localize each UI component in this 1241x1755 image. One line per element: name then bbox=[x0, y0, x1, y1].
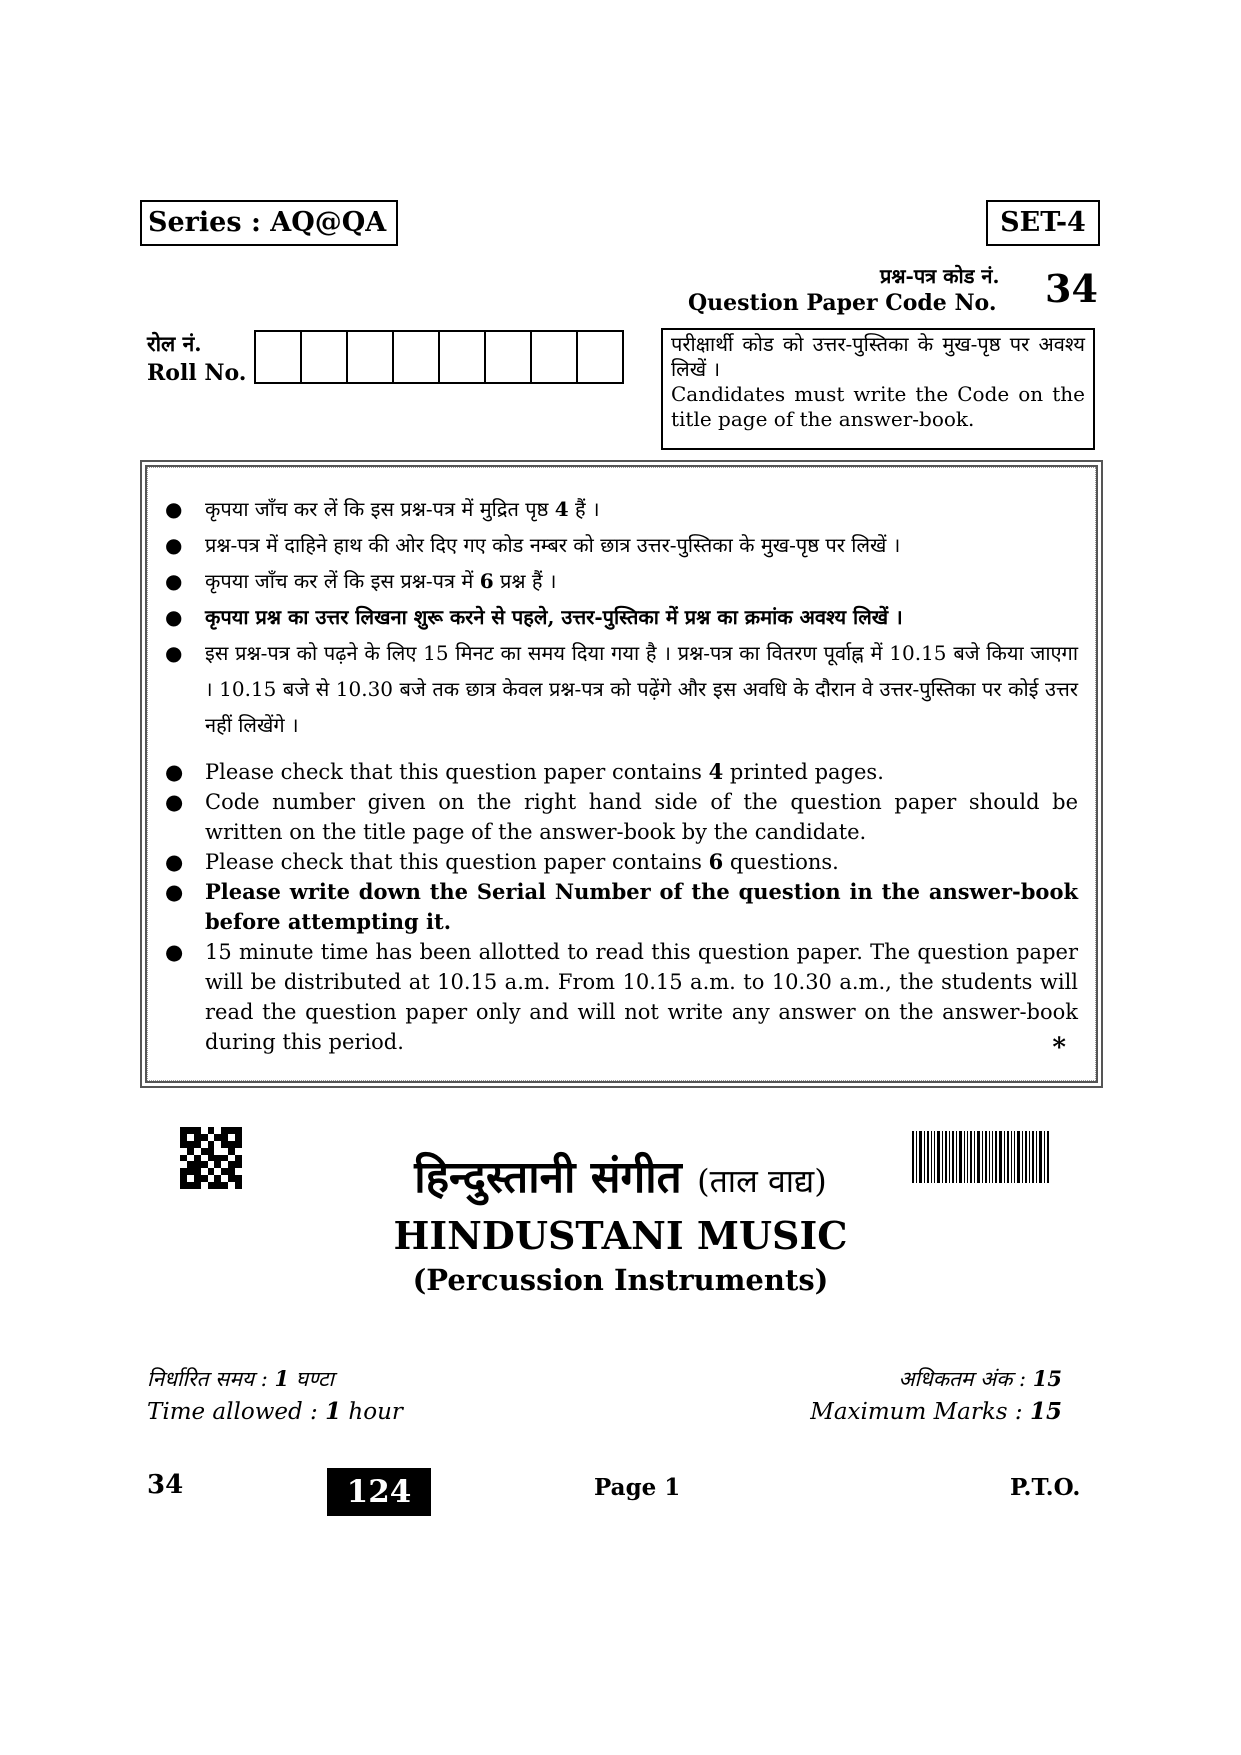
instruction-item: ● प्रश्न-पत्र में दाहिने हाथ की ओर दिए गए कोड नम्बर को छात्र उत्तर-पुस्तिका के मुख-पृष्ठ पर लिखें । bbox=[163, 527, 1078, 563]
instruction-item: ● 15 minute time has been allotted to read this question paper. The question paper will be distributed at 10.15 a.m. From 10.15 a.m. to 10.30 a.m., the students will read the question paper only and will not write any answer on the answer-book during this period. bbox=[163, 937, 1078, 1057]
footer-number-box: 124 bbox=[327, 1468, 431, 1516]
instruction-item: ● Please write down the Serial Number of the question in the answer-book before attempting it. bbox=[165, 879, 1078, 934]
set-label: SET-4 bbox=[986, 200, 1100, 246]
please-turn-over: P.T.O. bbox=[1010, 1474, 1081, 1501]
time-allowed-hindi: निर्धारित समय : 1 घण्टा bbox=[147, 1366, 334, 1391]
candidate-code-note-english: Candidates must write the Code on the title page of the answer-book. bbox=[671, 382, 1085, 431]
candidate-code-note-hindi: परीक्षार्थी कोड को उत्तर-पुस्तिका के मुख-पृष्ठ पर अवश्य लिखें । bbox=[671, 332, 1085, 381]
instruction-item: ● Please check that this question paper contains 6 questions. bbox=[163, 847, 1078, 877]
roll-number-label-hindi: रोल नं. bbox=[147, 331, 202, 356]
bullet-icon: ● bbox=[165, 497, 183, 521]
question-paper-code-number: 34 bbox=[1045, 266, 1098, 311]
roll-number-cell[interactable] bbox=[302, 332, 348, 382]
instructions-hindi-list bbox=[163, 491, 1078, 743]
roll-number-cell[interactable] bbox=[394, 332, 440, 382]
time-allowed: Time allowed : 1 hour bbox=[147, 1398, 403, 1425]
roll-number-cell[interactable] bbox=[256, 332, 302, 382]
question-paper-code-label-hindi: प्रश्न-पत्र कोड नं. bbox=[880, 264, 1000, 288]
roll-number-label: Roll No. bbox=[147, 360, 247, 386]
subject-title: HINDUSTANI MUSIC bbox=[393, 1213, 848, 1258]
instructions-box bbox=[140, 460, 1103, 1088]
question-paper-code-label: Question Paper Code No. bbox=[688, 290, 997, 316]
maximum-marks-hindi: अधिकतम अंक : 15 bbox=[898, 1366, 1062, 1391]
instruction-item: ● Please check that this question paper contains 4 printed pages. bbox=[163, 757, 1078, 787]
series-label: Series : AQ@QA bbox=[140, 200, 398, 246]
instructions-english-list bbox=[163, 757, 1078, 1057]
roll-number-cell[interactable] bbox=[348, 332, 394, 382]
bullet-icon: ● bbox=[165, 605, 183, 629]
instruction-item: ● कृपया जाँच कर लें कि इस प्रश्न-पत्र में 6 प्रश्न हैं । bbox=[163, 563, 1078, 599]
candidate-code-note bbox=[661, 328, 1095, 450]
asterisk-mark: * bbox=[1052, 1033, 1066, 1063]
instruction-item: ● कृपया जाँच कर लें कि इस प्रश्न-पत्र में मुद्रित पृष्ठ 4 हैं । bbox=[163, 491, 1078, 527]
footer-paper-code: 34 bbox=[147, 1470, 184, 1500]
maximum-marks: Maximum Marks : 15 bbox=[810, 1398, 1062, 1425]
bullet-icon: ● bbox=[165, 850, 184, 874]
roll-number-cell[interactable] bbox=[440, 332, 486, 382]
bullet-icon: ● bbox=[165, 940, 184, 964]
bullet-icon: ● bbox=[165, 880, 184, 904]
roll-number-cell[interactable] bbox=[532, 332, 578, 382]
subject-title-hindi: हिन्दुस्तानी संगीत (ताल वाद्य) bbox=[414, 1152, 827, 1203]
instruction-item: ● इस प्रश्न-पत्र को पढ़ने के लिए 15 मिनट का समय दिया गया है । प्रश्न-पत्र का वितरण पूर्वाह्न में 10.15 बजे किया जाएगा । 10.15 बजे से 10.30 बजे तक छात्र केवल प्रश्न-पत्र को पढ़ेंगे और इस अवधि के दौरान वे उत्तर-पुस्तिका पर कोई उत्तर नहीं लिखेंगे । bbox=[163, 635, 1078, 743]
roll-number-cell[interactable] bbox=[578, 332, 624, 382]
bullet-icon: ● bbox=[165, 790, 184, 814]
roll-number-boxes[interactable] bbox=[254, 330, 624, 384]
roll-number-cell[interactable] bbox=[486, 332, 532, 382]
bullet-icon: ● bbox=[165, 569, 183, 593]
page-number: Page 1 bbox=[594, 1474, 681, 1501]
bullet-icon: ● bbox=[165, 533, 183, 557]
bullet-icon: ● bbox=[165, 760, 184, 784]
subject-subtitle: (Percussion Instruments) bbox=[412, 1263, 829, 1297]
bullet-icon: ● bbox=[165, 641, 183, 665]
instruction-item: ● कृपया प्रश्न का उत्तर लिखना शुरू करने से पहले, उत्तर-पुस्तिका में प्रश्न का क्रमांक अवश्य लिखें । bbox=[163, 599, 1078, 635]
instruction-item: ● Code number given on the right hand side of the question paper should be written on the title page of the answer-book by the candidate. bbox=[163, 787, 1078, 847]
